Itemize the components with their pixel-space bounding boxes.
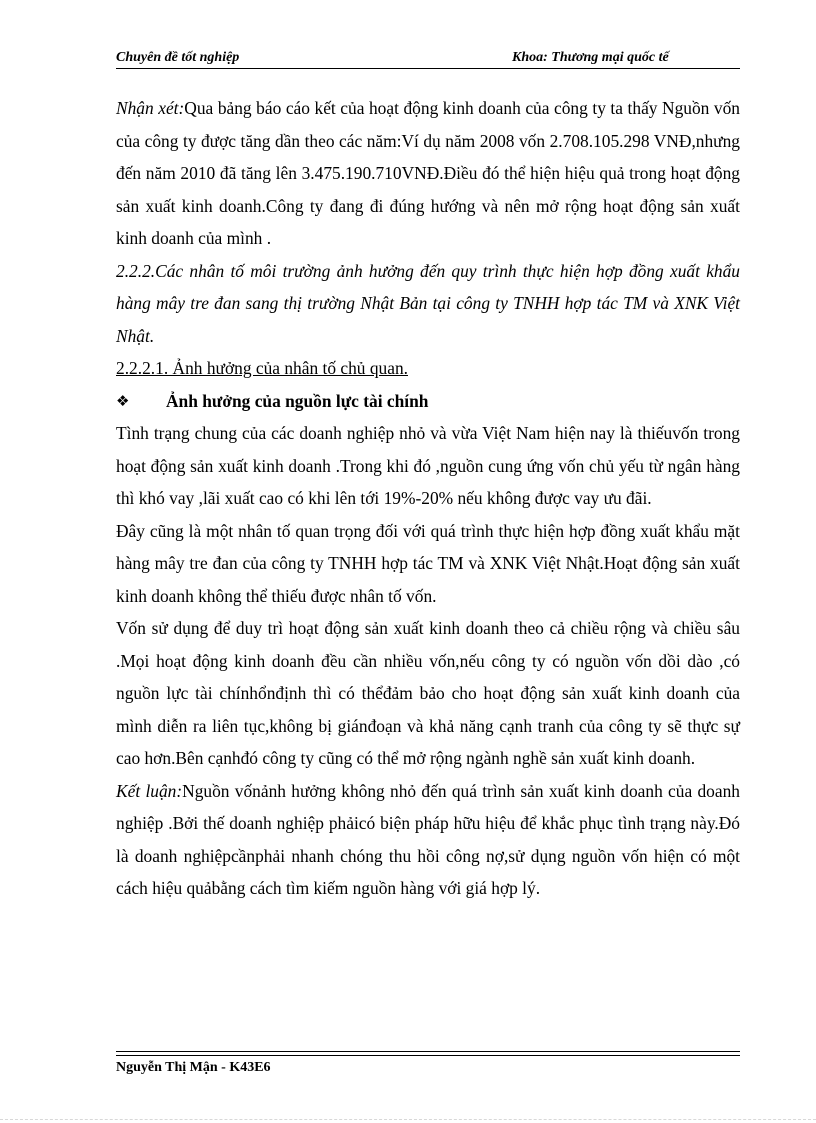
conclusion-text: Nguồn vốnảnh hưởng không nhỏ đến quá trình sản xuất kinh doanh của doanh nghiệp .Bởi thế doanh nghiệp phảicó biện pháp hữu hiệu để khắc phục tình trạng này.Đó là doanh nghiệpcầnphải nhanh chóng thu hồi công nợ,sử dụng nguồn vốn hiện có một cách hiệu quảbằng cách tìm kiếm nguồn hàng với giá hợp lý. <box>116 780 740 898</box>
conclusion-label: Kết luận: <box>116 780 183 801</box>
paragraph-situation: Tình trạng chung của các doanh nghiệp nhỏ và vừa Việt Nam hiện nay là thiếuvốn trong hoạt động sản xuất kinh doanh .Trong khi đó ,nguồn cung ứng vốn chủ yếu từ ngân hàng thì khó vay ,lãi xuất cao có khi lên tới 19%-20% nếu không được vay ưu đãi. <box>116 423 740 508</box>
footer-divider-thin <box>116 1051 740 1052</box>
header-divider <box>116 68 740 69</box>
paragraph-conclusion <box>116 775 740 905</box>
bullet-heading-text: Ảnh hưởng của nguồn lực tài chính <box>166 390 429 411</box>
observation-label: Nhận xét: <box>116 98 185 118</box>
bullet-heading <box>116 385 740 418</box>
header-right-department: Khoa: Thương mại quốc tế <box>512 50 669 65</box>
header-left-title: Chuyên đề tốt nghiệp <box>116 50 240 65</box>
page-header <box>116 50 740 70</box>
section-title: 2.2.2.Các nhân tố môi trường ảnh hưởng đến quy trình thực hiện hợp đồng xuất khẩu hàng mây tre đan sang thị trường Nhật Bản tại công ty TNHH hợp tác TM và XNK Việt Nhật. <box>116 260 740 346</box>
paragraph-capital-use: Vốn sử dụng để duy trì hoạt động sản xuất kinh doanh theo cả chiều rộng và chiều sâu .Mọi hoạt động kinh doanh đều cần nhiều vốn,nếu công ty có nguồn vốn dồi dào ,có nguồn lực tài chínhổnđịnh thì có thểđảm bảo cho hoạt động sản xuất kinh doanh của mình diễn ra liên tục,không bị giánđoạn và khả năng cạnh tranh của công ty sẽ thực sự cao hơn.Bên cạnhđó công ty cũng có thể mở rộng ngành nghề sản xuất kinh doanh. <box>116 618 740 768</box>
paragraph-importance: Đây cũng là một nhân tố quan trọng đối với quá trình thực hiện hợp đồng xuất khẩu mặt hàng mây tre đan của công ty TNHH hợp tác TM và XNK Việt Nhật.Hoạt động sản xuất kinh doanh không thể thiếu được nhân tố vốn. <box>116 520 740 606</box>
subsection-title-wrap <box>116 352 740 385</box>
page-footer-author: Nguyễn Thị Mận - K43E6 <box>116 1060 271 1075</box>
diamond-bullet-icon: ❖ <box>116 391 130 410</box>
paragraph-observation <box>116 92 740 255</box>
page-bottom-edge <box>0 1119 816 1120</box>
observation-text: Qua bảng báo cáo kết của hoạt động kinh doanh của công ty ta thấy Nguồn vốn của công ty được tăng dần theo các năm:Ví dụ năm 2008 vốn 2.708.105.298 VNĐ,nhưng đến năm 2010 đã tăng lên 3.475.190.710VNĐ.Điều đó thể hiện hiệu quả trong hoạt động sản xuất kinh doanh.Công ty đang đi đúng hướng và nên mở rộng hoạt động sản xuất kinh doanh của mình . <box>116 98 741 248</box>
subsection-title: 2.2.2.1. Ảnh hưởng của nhân tố chủ quan. <box>116 358 408 378</box>
footer-divider-thick <box>116 1055 740 1056</box>
document-body <box>116 92 740 905</box>
